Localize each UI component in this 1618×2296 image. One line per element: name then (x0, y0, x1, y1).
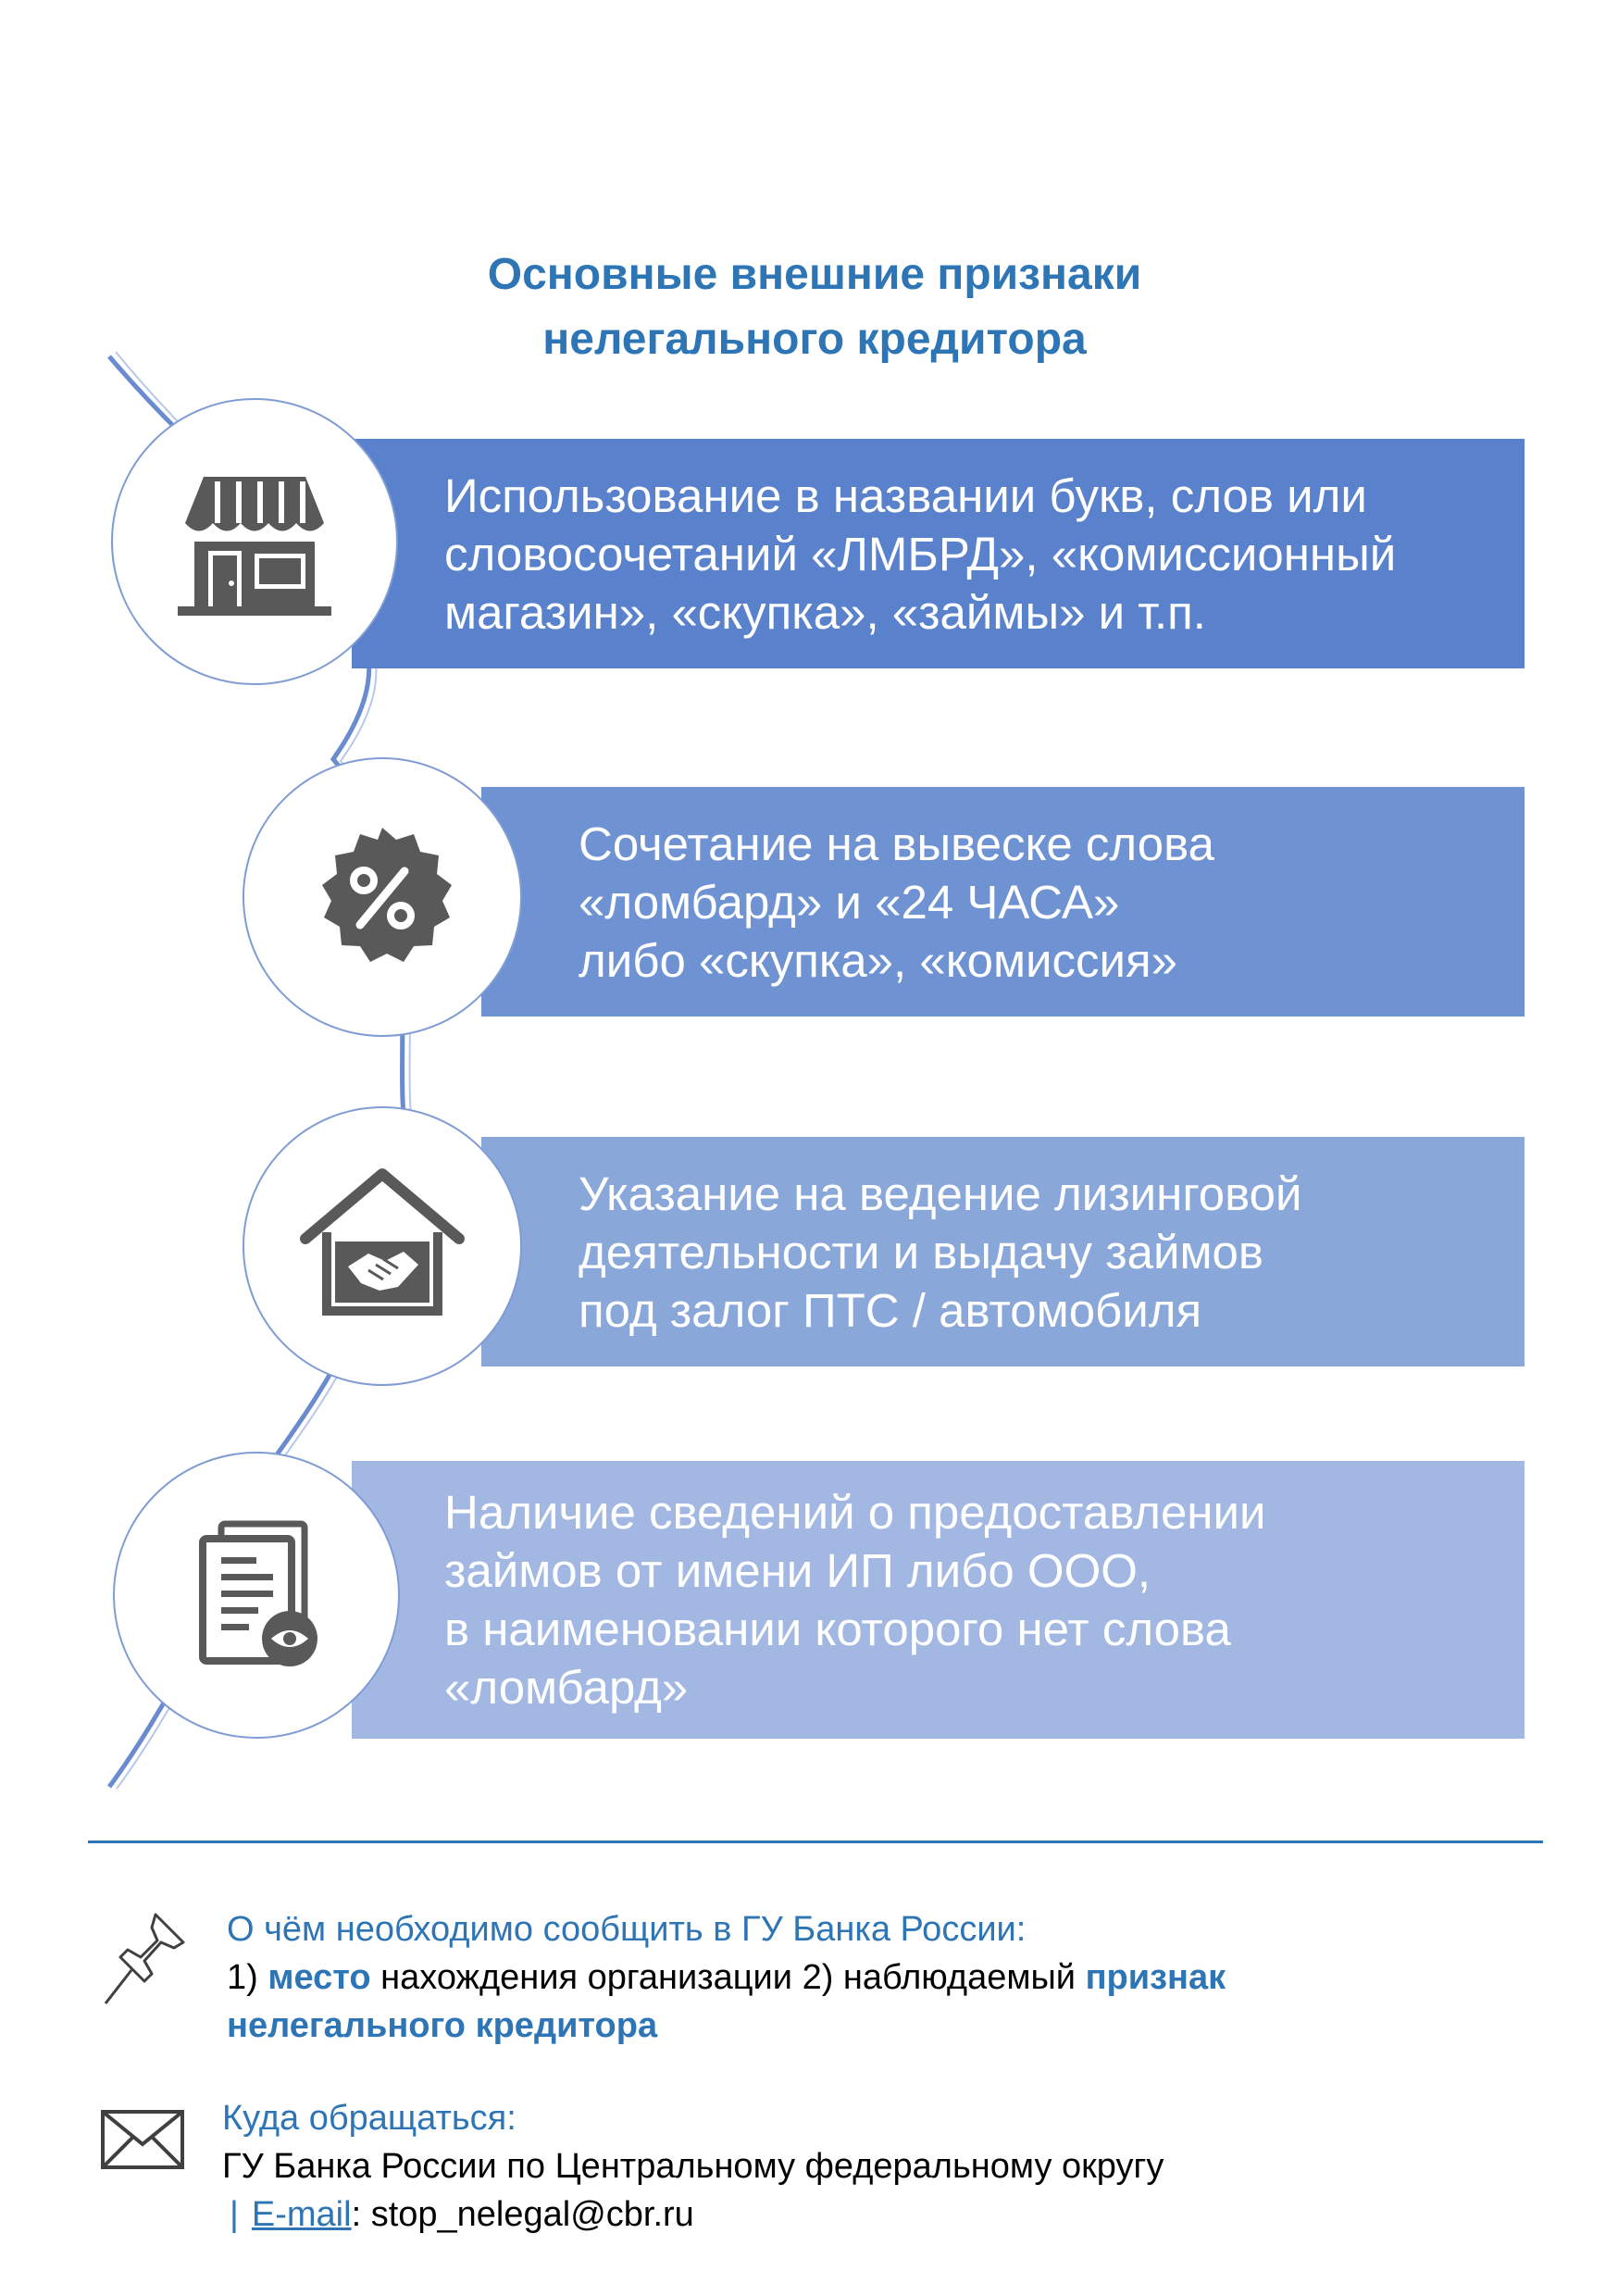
sign-band-3 (481, 1137, 1525, 1366)
section-divider (88, 1841, 1543, 1843)
sign-4-line-1: Наличие сведений о предоставлении (444, 1486, 1266, 1539)
sign-band-4 (352, 1461, 1525, 1739)
contact-email-line (222, 2190, 1164, 2239)
email-separator: : (351, 2195, 371, 2234)
sign-2-icon-circle (243, 757, 522, 1037)
sign-1-line-3: магазин», «скупка», «займы» и т.п. (444, 585, 1206, 639)
sign-4-line-3: в наименовании которого нет слова (444, 1603, 1231, 1655)
sign-1-line-1: Использование в названии букв, слов или (444, 468, 1367, 522)
percent-badge-icon (308, 823, 456, 971)
sign-3-line-2: деятельности и выдачу займов (579, 1225, 1263, 1279)
contact-heading: Куда обращаться: (222, 2099, 517, 2138)
sign-3-line-1: Указание на ведение лизинговой (579, 1167, 1302, 1220)
sign-2-line-2: «ломбард» и «24 ЧАСА» (579, 875, 1120, 929)
sign-2-line-3: либо «скупка», «комиссия» (579, 933, 1177, 987)
report-line-2: нелегального кредитора (227, 2006, 658, 2045)
pushpin-icon (100, 1907, 193, 2009)
report-text-2: нахождения организации 2) наблюдаемый (370, 1958, 1086, 1997)
report-text-1: 1) (227, 1958, 268, 1997)
sign-4-line-2: займов от имени ИП либо ООО, (444, 1544, 1151, 1597)
sign-band-1 (352, 439, 1525, 668)
document-eye-icon (182, 1516, 330, 1674)
report-sign-keyword: признак (1085, 1958, 1226, 1997)
contact-section (222, 2094, 1164, 2239)
title-line-2: нелегального кредитора (542, 315, 1087, 364)
title-line-1: Основные внешние признаки (487, 250, 1142, 299)
sign-3-icon-circle (243, 1106, 522, 1386)
contact-pipe: | (230, 2195, 239, 2234)
email-address[interactable]: stop_nelegal@cbr.ru (370, 2195, 694, 2234)
sign-1-line-2: словосочетаний «ЛМБРД», «комиссионный (444, 527, 1397, 580)
sign-4-line-4: «ломбард» (444, 1661, 689, 1714)
page-title (352, 243, 1277, 372)
report-section (227, 1905, 1226, 2050)
house-handshake-icon (294, 1163, 470, 1329)
contact-organization: ГУ Банка России по Центральному федеральному округу (222, 2147, 1164, 2186)
sign-band-2 (481, 787, 1525, 1017)
shop-icon (167, 454, 342, 630)
report-line-1 (227, 1953, 1226, 2002)
report-place-keyword: место (268, 1958, 371, 1997)
report-heading: О чём необходимо сообщить в ГУ Банка России: (227, 1910, 1027, 1949)
sign-2-line-1: Сочетание на вывеске слова (579, 817, 1214, 870)
email-link[interactable]: E-mail (251, 2195, 352, 2234)
sign-1-icon-circle (111, 398, 398, 685)
envelope-icon (100, 2109, 185, 2170)
sign-4-icon-circle (113, 1452, 400, 1739)
sign-3-line-3: под залог ПТС / автомобиля (579, 1283, 1202, 1337)
